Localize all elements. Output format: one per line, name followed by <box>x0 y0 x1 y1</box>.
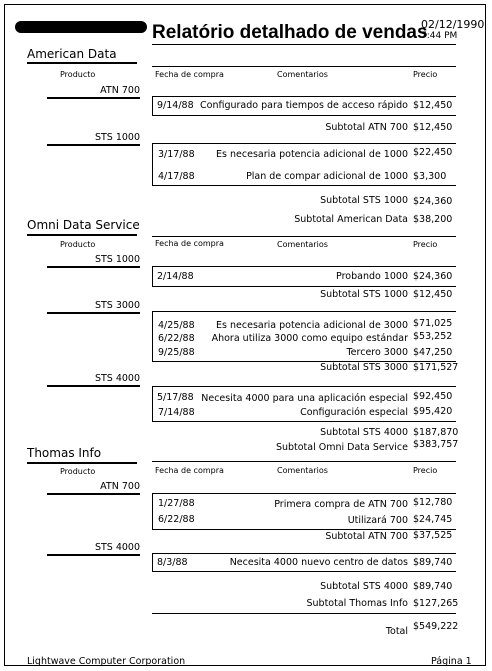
grand-total-value: $549,222 <box>413 621 459 632</box>
row-price: $47,250 <box>413 347 453 358</box>
col-header-date: Fecha de compra <box>155 70 224 79</box>
subtotal-value: $171,527 <box>413 362 459 373</box>
product-name: STS 1000 <box>94 254 140 265</box>
row-date: 7/14/88 <box>158 407 195 418</box>
subtotal-value: $37,525 <box>413 530 453 541</box>
row-price: $12,450 <box>413 100 453 111</box>
company-subtotal-value: $383,757 <box>413 439 459 450</box>
row-date: 9/14/88 <box>157 100 194 111</box>
row-date: 9/25/88 <box>158 347 195 358</box>
row-comment: Probando 1000 <box>336 271 408 282</box>
product-name: ATN 700 <box>100 85 140 96</box>
row-price: $95,420 <box>413 406 453 417</box>
col-header-comments: Comentarios <box>277 240 328 249</box>
grand-total-label: Total <box>385 626 408 637</box>
rows-left-rule <box>152 493 153 529</box>
col-header-price: Precio <box>413 240 438 249</box>
report-time: 7:44 PM <box>421 31 458 41</box>
row-comment: Necesita 4000 nuevo centro de datos <box>229 557 408 568</box>
rows-bottom-rule <box>152 286 456 287</box>
subtotal-label: Subtotal ATN 700 <box>325 531 408 542</box>
company-rule <box>27 462 137 464</box>
row-price: $71,025 <box>413 318 453 329</box>
subtotal-label: Subtotal STS 1000 <box>320 289 408 300</box>
subtotal-value: $12,450 <box>413 289 453 300</box>
col-header-date: Fecha de compra <box>155 466 224 475</box>
col-header-comments: Comentarios <box>277 70 328 79</box>
rows-top-rule <box>152 96 456 97</box>
row-comment: Tercero 3000 <box>346 347 408 358</box>
logo-bar <box>15 21 147 33</box>
subtotal-value: $89,740 <box>413 581 453 592</box>
rows-left-rule <box>152 96 153 115</box>
rows-bottom-rule <box>152 571 456 572</box>
product-name: ATN 700 <box>100 481 140 492</box>
row-comment: Primera compra de ATN 700 <box>274 499 408 510</box>
row-date: 6/22/88 <box>158 514 195 525</box>
row-date: 5/17/88 <box>157 392 194 403</box>
product-rule <box>47 493 140 495</box>
row-date: 1/27/88 <box>158 498 195 509</box>
row-price: $3,300 <box>413 171 447 182</box>
row-comment: Necesita 4000 para una aplicación especial <box>201 393 408 404</box>
product-name: STS 4000 <box>94 542 140 553</box>
row-price: $53,252 <box>413 331 453 342</box>
subtotal-value: $24,360 <box>413 196 453 207</box>
subtotal-label: Subtotal STS 4000 <box>320 581 408 592</box>
row-price: $89,740 <box>413 557 453 568</box>
rows-bottom-rule <box>152 421 456 422</box>
rows-top-rule <box>152 553 456 554</box>
rows-bottom-rule <box>152 185 456 186</box>
col-header-date: Fecha de compra <box>155 239 224 248</box>
product-rule <box>47 97 140 99</box>
row-date: 2/14/88 <box>157 271 194 282</box>
product-name: STS 1000 <box>94 132 140 143</box>
subtotal-value: $12,450 <box>413 122 453 133</box>
rows-top-rule <box>152 493 456 494</box>
row-date: 8/3/88 <box>157 557 188 568</box>
row-comment: Es necesaria potencia adicional de 1000 <box>216 149 408 160</box>
row-date: 4/17/88 <box>158 171 195 182</box>
rows-top-rule <box>152 143 456 144</box>
company-subtotal-label: Subtotal Thomas Info <box>306 598 408 609</box>
company-subtotal-value: $127,265 <box>413 598 459 609</box>
rows-left-rule <box>152 553 153 571</box>
rows-bottom-rule <box>152 115 456 116</box>
subtotal-label: Subtotal STS 1000 <box>320 195 408 206</box>
row-comment: Es necesaria potencia adicional de 3000 <box>216 320 408 331</box>
col-header-product: Producto <box>60 240 96 249</box>
rows-bottom-rule <box>152 529 456 530</box>
subtotal-label: Subtotal STS 4000 <box>320 427 408 438</box>
title-rule <box>152 44 456 45</box>
company-rule <box>27 234 137 236</box>
row-comment: Configurado para tiempos de acceso rápido <box>200 100 408 111</box>
total-rule <box>152 613 456 614</box>
row-comment: Ahora utiliza 3000 como equipo estándar <box>211 333 408 344</box>
rows-top-rule <box>152 311 456 312</box>
row-comment: Configuración especial <box>300 407 408 418</box>
company-name: American Data <box>27 47 117 61</box>
product-rule <box>47 266 140 268</box>
col-header-comments: Comentarios <box>277 466 328 475</box>
header-rule <box>152 461 456 462</box>
product-rule <box>47 144 140 146</box>
row-comment: Utilizará 700 <box>347 515 408 526</box>
row-comment: Plan de compar adicional de 1000 <box>246 171 408 182</box>
row-date: 4/25/88 <box>158 320 195 331</box>
product-name: STS 3000 <box>94 300 140 311</box>
product-name: STS 4000 <box>94 373 140 384</box>
row-price: $24,745 <box>413 514 453 525</box>
row-price: $12,780 <box>413 497 453 508</box>
company-name: Thomas Info <box>27 446 102 460</box>
subtotal-label: Subtotal ATN 700 <box>325 122 408 133</box>
row-price: $92,450 <box>413 391 453 402</box>
rows-left-rule <box>152 311 153 361</box>
page-number: Página 1 <box>431 656 472 667</box>
rows-left-rule <box>152 143 153 185</box>
rows-left-rule <box>152 386 153 421</box>
company-name: Omni Data Service <box>27 218 140 232</box>
rows-top-rule <box>152 266 456 267</box>
report-title: Relatório detalhado de vendas <box>152 22 428 43</box>
col-header-price: Precio <box>413 70 438 79</box>
company-subtotal-label: Subtotal Omni Data Service <box>275 442 408 453</box>
company-rule <box>27 62 137 64</box>
company-subtotal-label: Subtotal American Data <box>294 214 408 225</box>
col-header-product: Producto <box>60 467 96 476</box>
row-date: 3/17/88 <box>158 149 195 160</box>
product-rule <box>47 385 140 387</box>
row-price: $22,450 <box>413 147 453 158</box>
product-rule <box>47 554 140 556</box>
subtotal-value: $187,870 <box>413 427 459 438</box>
footer-company: Lightwave Computer Corporation <box>27 656 186 667</box>
row-price: $24,360 <box>413 271 453 282</box>
product-rule <box>47 312 140 314</box>
rows-top-rule <box>152 386 456 387</box>
company-subtotal-value: $38,200 <box>413 214 453 225</box>
header-rule <box>152 236 456 237</box>
header-rule <box>152 66 456 67</box>
row-date: 6/22/88 <box>158 333 195 344</box>
rows-left-rule <box>152 266 153 286</box>
report-date: 02/12/1990 <box>421 18 485 31</box>
subtotal-label: Subtotal STS 3000 <box>320 362 408 373</box>
col-header-price: Precio <box>413 466 438 475</box>
col-header-product: Producto <box>60 70 96 79</box>
